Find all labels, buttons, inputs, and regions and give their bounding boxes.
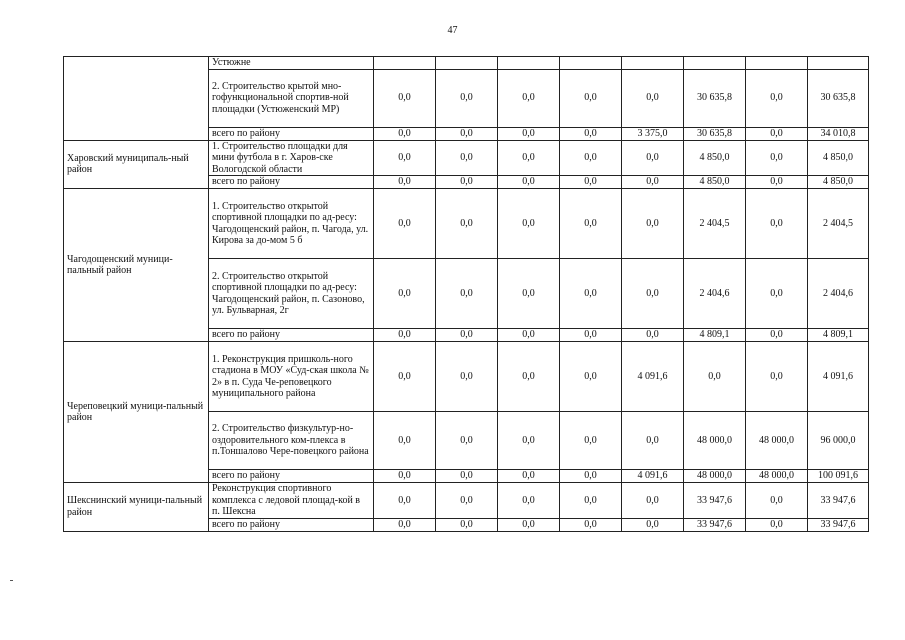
project-description: всего по району [209,329,374,342]
amount-cell: 0,0 [622,259,684,329]
amount-cell: 4 091,6 [622,470,684,483]
region-name: Череповецкий муници-пальный район [64,342,209,483]
table-row [64,483,869,519]
amount-cell: 0,0 [436,470,498,483]
amount-cell: 0,0 [374,140,436,176]
amount-cell: 0,0 [498,259,560,329]
amount-cell: 0,0 [622,176,684,189]
region-name: Харовский муниципаль-ный район [64,140,209,189]
project-description: всего по району [209,518,374,531]
project-description: всего по району [209,127,374,140]
amount-cell: 0,0 [374,342,436,412]
amount-cell [684,57,746,70]
table-row [64,57,869,70]
amount-cell: 0,0 [746,69,808,127]
project-description: 2. Строительство крытой мно-гофункциональной спортив-ной площадки (Устюженский МР) [209,69,374,127]
amount-cell: 0,0 [374,483,436,519]
amount-cell: 0,0 [560,470,622,483]
amount-cell: 0,0 [374,412,436,470]
amount-cell [808,57,869,70]
amount-cell: 0,0 [498,518,560,531]
amount-cell: 100 091,6 [808,470,869,483]
amount-cell: 0,0 [498,412,560,470]
amount-cell: 0,0 [746,483,808,519]
amount-cell: 0,0 [498,483,560,519]
amount-cell: 30 635,8 [684,69,746,127]
amount-cell: 0,0 [560,518,622,531]
amount-cell: 96 000,0 [808,412,869,470]
amount-cell [622,57,684,70]
amount-cell: 0,0 [436,127,498,140]
amount-cell: 0,0 [374,176,436,189]
amount-cell: 0,0 [746,189,808,259]
amount-cell: 0,0 [374,470,436,483]
amount-cell: 0,0 [436,140,498,176]
amount-cell: 0,0 [498,470,560,483]
amount-cell: 48 000,0 [746,412,808,470]
amount-cell: 0,0 [622,483,684,519]
project-description: 1. Реконструкция пришколь-ного стадиона в МОУ «Суд-ская школа № 2» в п. Суда Че-реповецкого муниципального района [209,342,374,412]
amount-cell: 0,0 [498,176,560,189]
amount-cell: 0,0 [560,259,622,329]
amount-cell: 0,0 [746,259,808,329]
amount-cell: 33 947,6 [684,518,746,531]
amount-cell: 48 000,0 [684,470,746,483]
amount-cell: 0,0 [560,127,622,140]
amount-cell: 0,0 [560,176,622,189]
project-description: 2. Строительство физкультур-но-оздоровительного ком-плекса в п.Тоншалово Чере-повецкого района [209,412,374,470]
amount-cell: 0,0 [622,189,684,259]
table-row [64,140,869,176]
amount-cell: 0,0 [436,189,498,259]
project-description: 1. Строительство площадки для мини футбола в г. Харов-ске Вологодской области [209,140,374,176]
amount-cell: 0,0 [560,483,622,519]
project-description: Устюжне [209,57,374,70]
amount-cell: 0,0 [374,69,436,127]
amount-cell [374,57,436,70]
amount-cell: 0,0 [746,329,808,342]
amount-cell: 0,0 [560,69,622,127]
amount-cell: 0,0 [622,412,684,470]
amount-cell: 2 404,6 [808,259,869,329]
project-description: 1. Строительство открытой спортивной площадки по ад-ресу: Чагодощенский район, п. Чагода, ул. Кирова за до-мом 5 б [209,189,374,259]
amount-cell [498,57,560,70]
amount-cell [436,57,498,70]
amount-cell: 0,0 [622,329,684,342]
amount-cell: 48 000,0 [684,412,746,470]
amount-cell: 0,0 [374,259,436,329]
table-row [64,342,869,412]
amount-cell: 4 091,6 [808,342,869,412]
amount-cell: 2 404,5 [808,189,869,259]
amount-cell: 0,0 [498,342,560,412]
amount-cell [560,57,622,70]
region-name: Шекснинский муници-пальный район [64,483,209,532]
amount-cell: 3 375,0 [622,127,684,140]
project-description: 2. Строительство открытой спортивной площадки по ад-ресу: Чагодощенский район, п. Сазоново, ул. Бульварная, 2г [209,259,374,329]
amount-cell: 0,0 [436,69,498,127]
amount-cell: 0,0 [498,329,560,342]
project-description: Реконструкция спортивного комплекса с ледовой площад-кой в п. Шексна [209,483,374,519]
amount-cell: 4 809,1 [808,329,869,342]
amount-cell: 2 404,5 [684,189,746,259]
amount-cell: 33 947,6 [808,483,869,519]
amount-cell: 0,0 [498,69,560,127]
project-description: всего по району [209,176,374,189]
amount-cell: 0,0 [498,189,560,259]
amount-cell: 0,0 [560,189,622,259]
amount-cell: 33 947,6 [684,483,746,519]
amount-cell: 34 010,8 [808,127,869,140]
amount-cell: 0,0 [498,140,560,176]
amount-cell: 30 635,8 [684,127,746,140]
region-name [64,57,209,141]
amount-cell: 0,0 [436,483,498,519]
amount-cell: 4 091,6 [622,342,684,412]
amount-cell: 0,0 [746,518,808,531]
amount-cell: 0,0 [560,342,622,412]
amount-cell: 0,0 [436,342,498,412]
amount-cell: 0,0 [374,127,436,140]
region-name: Чагодощенский муници-пальный район [64,189,209,342]
amount-cell: 0,0 [746,342,808,412]
amount-cell: 0,0 [746,127,808,140]
amount-cell: 0,0 [374,518,436,531]
amount-cell: 0,0 [436,412,498,470]
amount-cell: 4 850,0 [808,176,869,189]
amount-cell: 0,0 [622,140,684,176]
amount-cell: 4 850,0 [684,176,746,189]
amount-cell: 0,0 [622,69,684,127]
amount-cell: 4 850,0 [684,140,746,176]
amount-cell: 0,0 [622,518,684,531]
amount-cell: 0,0 [746,140,808,176]
margin-mark [10,580,13,581]
amount-cell: 4 809,1 [684,329,746,342]
amount-cell: 0,0 [374,189,436,259]
amount-cell: 0,0 [436,176,498,189]
amount-cell: 30 635,8 [808,69,869,127]
funding-table [63,56,869,532]
amount-cell: 0,0 [436,259,498,329]
amount-cell: 0,0 [560,412,622,470]
table-body [64,57,869,532]
amount-cell: 0,0 [436,518,498,531]
amount-cell: 48 000,0 [746,470,808,483]
amount-cell: 33 947,6 [808,518,869,531]
amount-cell: 0,0 [374,329,436,342]
amount-cell [746,57,808,70]
amount-cell: 0,0 [560,140,622,176]
amount-cell: 4 850,0 [808,140,869,176]
page-number: 47 [447,25,458,36]
amount-cell: 0,0 [684,342,746,412]
amount-cell: 0,0 [436,329,498,342]
amount-cell: 0,0 [746,176,808,189]
project-description: всего по району [209,470,374,483]
amount-cell: 2 404,6 [684,259,746,329]
table-row [64,189,869,259]
amount-cell: 0,0 [498,127,560,140]
amount-cell: 0,0 [560,329,622,342]
